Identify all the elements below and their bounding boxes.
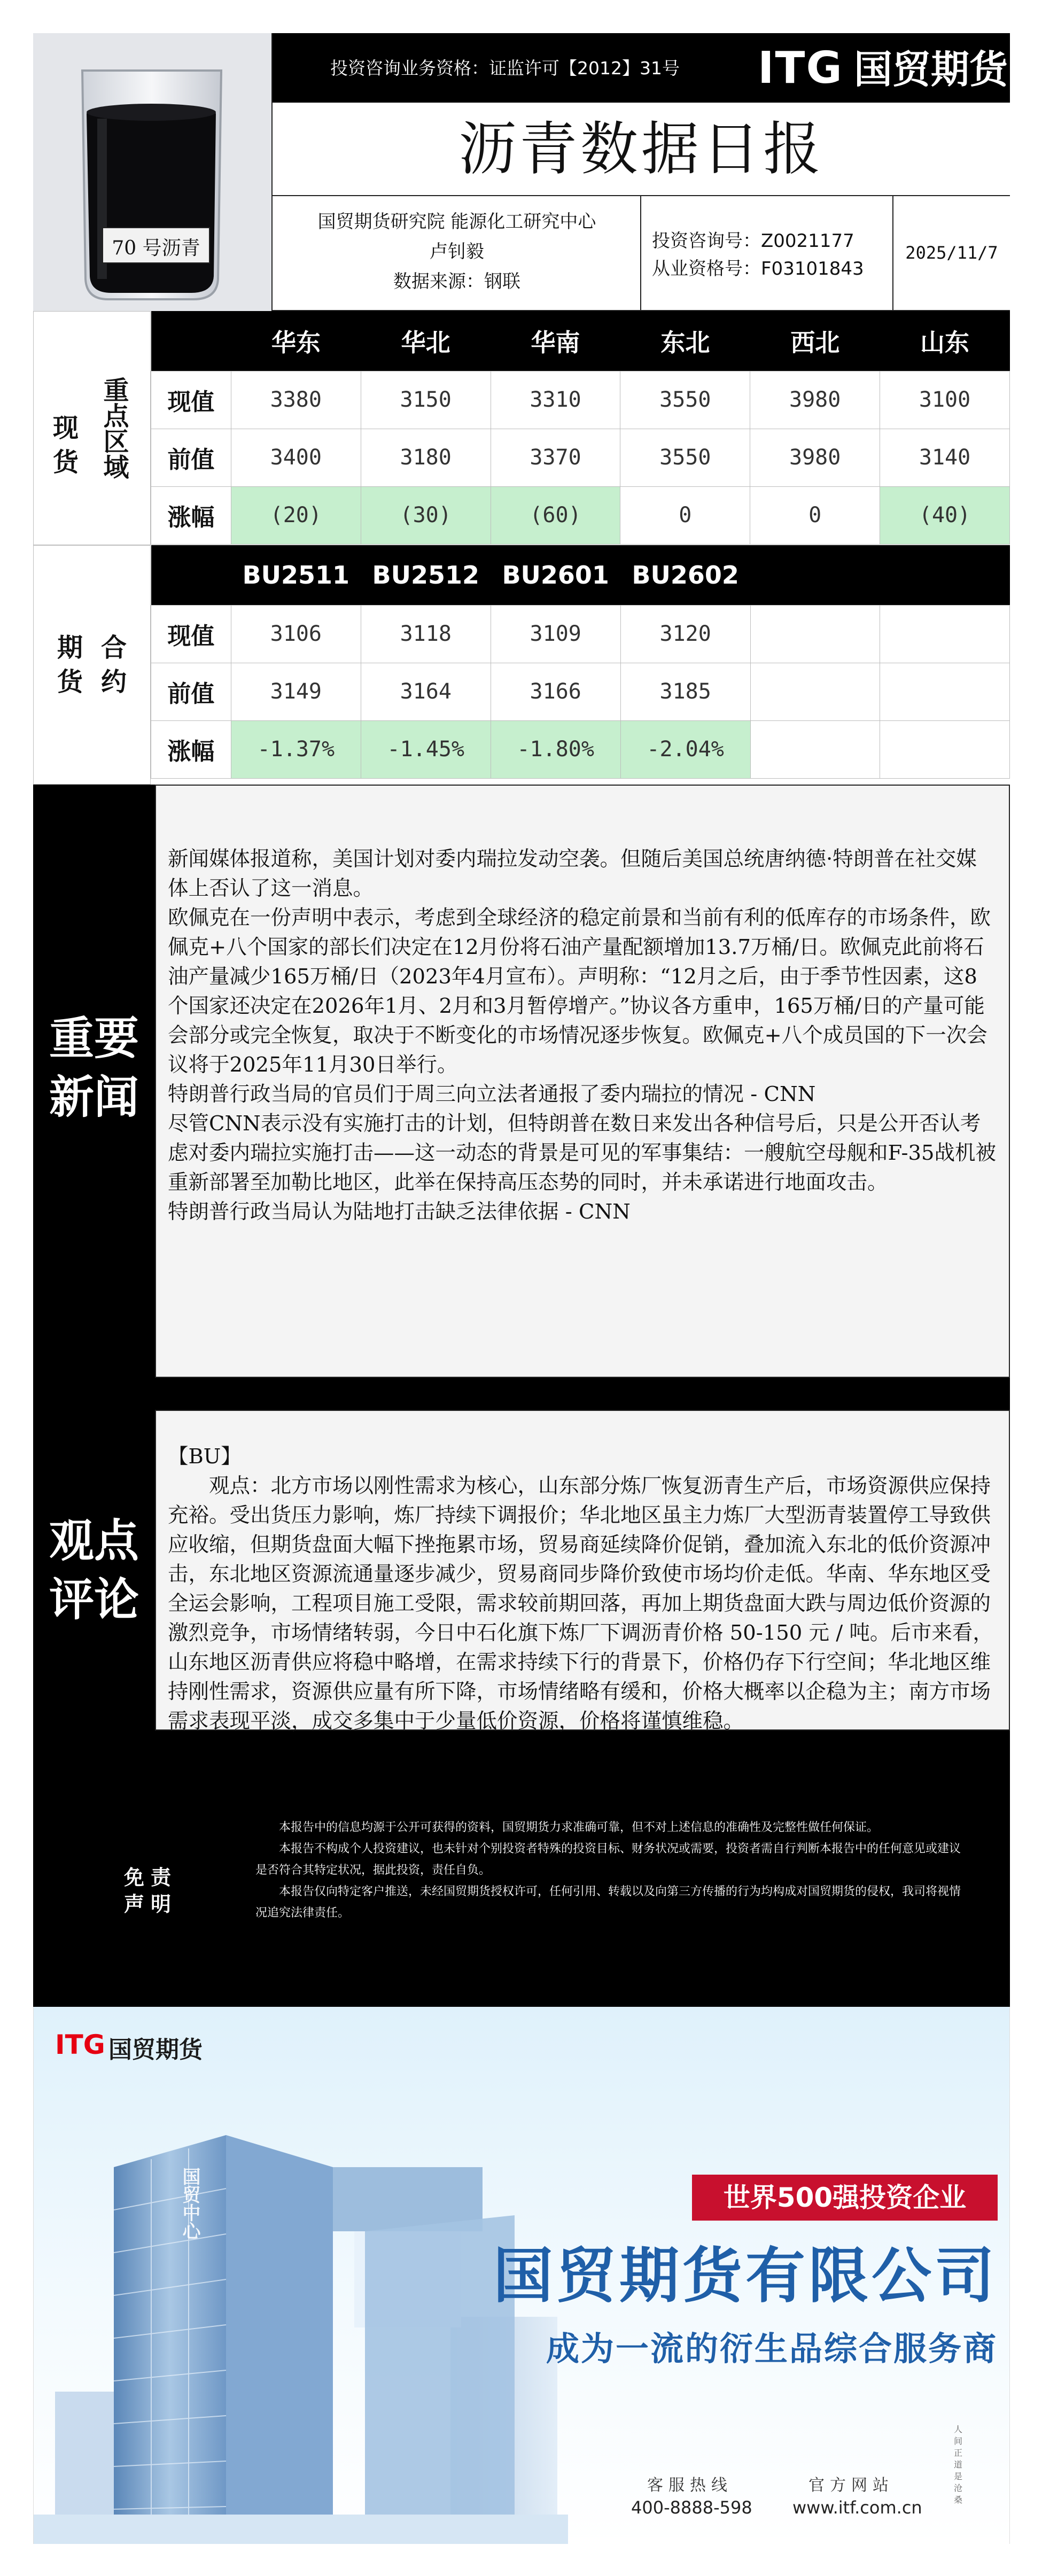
side-char: 合 [101,633,127,663]
corner-cell [151,545,231,605]
news-paragraph: 新闻媒体报道称，美国计划对委内瑞拉发动空袭。但随后美国总统唐纳德·特朗普在社交媒体上否认了这一消息。 [168,847,977,901]
table-cell: 3166 [491,663,620,720]
news-content [155,785,1010,1378]
table-cell: 3109 [491,605,620,663]
company-banner [33,2007,1010,2544]
table-cell: 3120 [620,605,750,663]
table-cell: 3150 [361,371,491,429]
side-char: 区域 [99,428,129,479]
comment-content [155,1410,1010,1731]
table-cell: 3140 [880,429,1010,486]
disclaimer-line: 本报告中的信息均源于公开可获得的资料，国贸期货力求准确可靠，但不对上述信息的准确性及完整性做任何保证。 [279,1821,879,1834]
region-header: 山东 [880,311,1010,371]
change-cell-down: (60) [491,486,620,544]
region-header: 华南 [491,311,620,371]
table-cell: 3100 [880,371,1010,429]
vertical-char: 正 [954,2448,963,2458]
table-row [151,720,1010,778]
side-char: 约 [101,667,127,697]
news-paragraph: 特朗普行政当局的官员们于周三向立法者通报了委内瑞拉的情况 - CNN [168,1082,816,1106]
contract-header: BU2511 [231,545,361,605]
table-cell [750,663,880,720]
table-cell: 0 [750,486,880,544]
change-cell-down: -1.37% [231,720,361,778]
news-paragraph: 尽管CNN表示没有实施打击的计划，但特朗普在数日来发出各种信号后，只是公开否认考虑对委内瑞拉实施打击——这一动态的背景是可见的军事集结：一艘航空母舰和F-35战机被重新部署至加勒比地区，此举在保持高压态势的同时，并未承诺进行地面攻击。 [168,1112,996,1194]
top500-badge: 世界500强投资企业 [692,2175,998,2221]
comment-text: 观点：北方市场以刚性需求为核心，山东部分炼厂恢复沥青生产后，市场资源供应保持充裕。受出货压力影响，炼厂持续下调报价；华北地区虽主力炼厂大型沥青装置停工导致供应收缩，但期货盘面大幅下挫拖累市场，贸易商延续降价促销，叠加流入东北的低价资源冲击，东北地区资源流通量逐步减少，贸易商同步降价致使市场均价走低。华南、华东地区受全运会影响，工程项目施工受限，需求较前期回落，再加上期货盘面大跌与周边低价资源的激烈竞争，市场情绪转弱，今日中石化旗下炼厂下调沥青价格 50-150 元 / 吨。后市来看，山东地区沥青供应将稳中略增，在需求持续下行的背景下，价格仍存下行空间；华北地区维持刚性需求，资源供应量有所下降，市场情绪略有缓和，价格大概率以企稳为主；南方市场需求表现平淡，成交多集中于少量低价资源，价格将谨慎维稳。 [168,1474,993,1733]
brand-logo-name: 国贸期货 [854,47,1008,92]
disclaimer-text [255,1817,971,1924]
news-paragraph: 特朗普行政当局认为陆地打击缺乏法律依据 - CNN [168,1200,631,1224]
region-header: 华北 [361,311,491,371]
report-info [273,196,1010,311]
table-cell [880,605,1010,663]
row-label: 涨幅 [151,486,231,544]
news-label [33,1009,155,1127]
table-cell: 3370 [491,429,620,486]
license-text: 投资咨询业务资格：证监许可【2012】31号 [330,58,680,79]
contract-header: BU2602 [620,545,750,605]
table-cell: 3118 [361,605,491,663]
table-cell: 3400 [231,429,361,486]
change-cell-down: (30) [361,486,491,544]
table-row [151,663,1010,720]
comment-label-line: 观点 [49,1515,139,1567]
company-slogan: 成为一流的衍生品综合服务商 [546,2329,998,2368]
side-char: 现 [52,413,79,443]
building-illustration [34,2092,568,2544]
table-cell: 0 [620,486,750,544]
spot-side-label [33,311,151,545]
region-header: 西北 [750,311,880,371]
row-label: 现值 [151,605,231,663]
consult-no: 投资咨询号：Z0021177 [652,230,854,252]
contract-header: BU2601 [491,545,620,605]
change-cell-down: (40) [880,486,1010,544]
hotline-number: 400-8888-598 [631,2497,752,2518]
table-cell: 3164 [361,663,491,720]
author-text: 卢钊毅 [430,241,484,262]
side-char: 货 [57,667,83,697]
hotline-label: 客服热线 [647,2476,733,2495]
report-header [33,33,1010,311]
spot-price-table [151,311,1010,545]
disclaimer-line: 本报告仅向特定客户推送，未经国贸期货授权许可，任何引用、转载以及向第三方传播的行为均构成对国贸期货的侵权，我司将视情况追究法律责任。 [255,1885,961,1920]
comment-section [33,1378,1010,1776]
beaker-label: 70 号沥青 [112,237,200,259]
side-char: 货 [52,447,79,477]
futures-price-table [151,545,1010,779]
row-label: 前值 [151,663,231,720]
news-label-line: 重要 [49,1012,139,1065]
table-cell [880,663,1010,720]
news-section [33,785,1010,1378]
table-row [151,486,1010,544]
asphalt-beaker-image [33,33,273,311]
change-cell-down: -1.45% [361,720,491,778]
institute-text: 国贸期货研究院 能源化工研究中心 [317,211,596,232]
disclaimer-line: 本报告不构成个人投资建议，也未针对个别投资者特殊的投资目标、财务状况或需要，投资者需自行判断本报告中的任何意见或建议是否符合其特定状况，据此投资，责任自负。 [255,1842,961,1877]
disclaimer-label-bottom: 声明 [124,1892,178,1916]
vertical-char: 是 [954,2471,963,2481]
table-cell: 3185 [620,663,750,720]
futures-header-row [151,545,1010,605]
side-char: 重点 [99,377,129,428]
comment-tag: 【BU】 [168,1445,242,1469]
table-cell: 3980 [750,429,880,486]
vertical-char: 人 [954,2424,963,2434]
region-header: 东北 [620,311,750,371]
disclaimer-label-top: 免责 [124,1866,178,1889]
table-cell: 3149 [231,663,361,720]
table-cell [750,605,880,663]
disclaimer-label [124,1861,177,1890]
vertical-slogan [954,2424,962,2506]
table-cell [880,720,1010,778]
report-date: 2025/11/7 [905,243,998,263]
table-row [151,371,1010,429]
vertical-char: 间 [954,2436,963,2446]
table-cell: 3550 [620,429,750,486]
table-cell: 3310 [491,371,620,429]
data-source-text: 数据来源：钢联 [393,271,520,292]
table-cell: 3180 [361,429,491,486]
vertical-char: 道 [954,2459,963,2470]
side-char: 期 [57,633,83,663]
table-row [151,429,1010,486]
website-label: 官方网站 [808,2476,894,2495]
change-cell-down: -1.80% [491,720,620,778]
banner-logo-itg: ITG [55,2029,105,2060]
news-paragraph: 欧佩克在一份声明中表示，考虑到全球经济的稳定前景和当前有利的低库存的市场条件，欧佩克+八个国家的部长们决定在12月份将石油产量配额增加13.7万桶/日。欧佩克此前将石油产量减少165万桶/日（2023年4月宣布）。声明称：“12月之后，由于季节性因素，这8个国家还决定在2026年1月、2月和3月暂停增产。”协议各方重申，165万桶/日的产量可能会部分或完全恢复，取决于不断变化的市场情况逐步恢复。欧佩克+八个成员国的下一次会议将于2025年11月30日举行。 [168,906,991,1077]
website-link[interactable]: www.itf.com.cn [792,2497,922,2518]
region-header: 华东 [231,311,361,371]
table-cell: 3380 [231,371,361,429]
row-label: 现值 [151,371,231,429]
header-black-bar [273,33,1010,103]
table-cell: 3106 [231,605,361,663]
qual-no: 从业资格号：F03101843 [652,258,864,280]
page-title: 沥青数据日报 [273,103,1010,196]
building-sign: 国贸中心 [179,2167,200,2240]
contract-header [750,545,880,605]
change-cell-down: -2.04% [620,720,750,778]
table-cell: 3550 [620,371,750,429]
corner-cell [151,311,231,371]
table-row [151,605,1010,663]
vertical-char: 桑 [954,2495,963,2505]
row-label: 前值 [151,429,231,486]
futures-side-label [33,545,151,785]
comment-label-line: 评论 [49,1573,139,1626]
company-name: 国贸期货有限公司 [493,2241,998,2311]
brand-logo-itg: ITG [758,43,843,94]
vertical-char: 沧 [954,2483,963,2493]
news-label-line: 新闻 [49,1071,139,1123]
beaker-icon [33,33,273,311]
row-label: 涨幅 [151,720,231,778]
table-cell [750,720,880,778]
disclaimer-label [124,1888,177,1917]
contract-header [880,545,1010,605]
banner-logo-name: 国贸期货 [108,2036,203,2063]
spot-header-row [151,311,1010,371]
comment-label [33,1511,155,1629]
change-cell-down: (20) [231,486,361,544]
table-cell: 3980 [750,371,880,429]
contract-header: BU2512 [361,545,491,605]
